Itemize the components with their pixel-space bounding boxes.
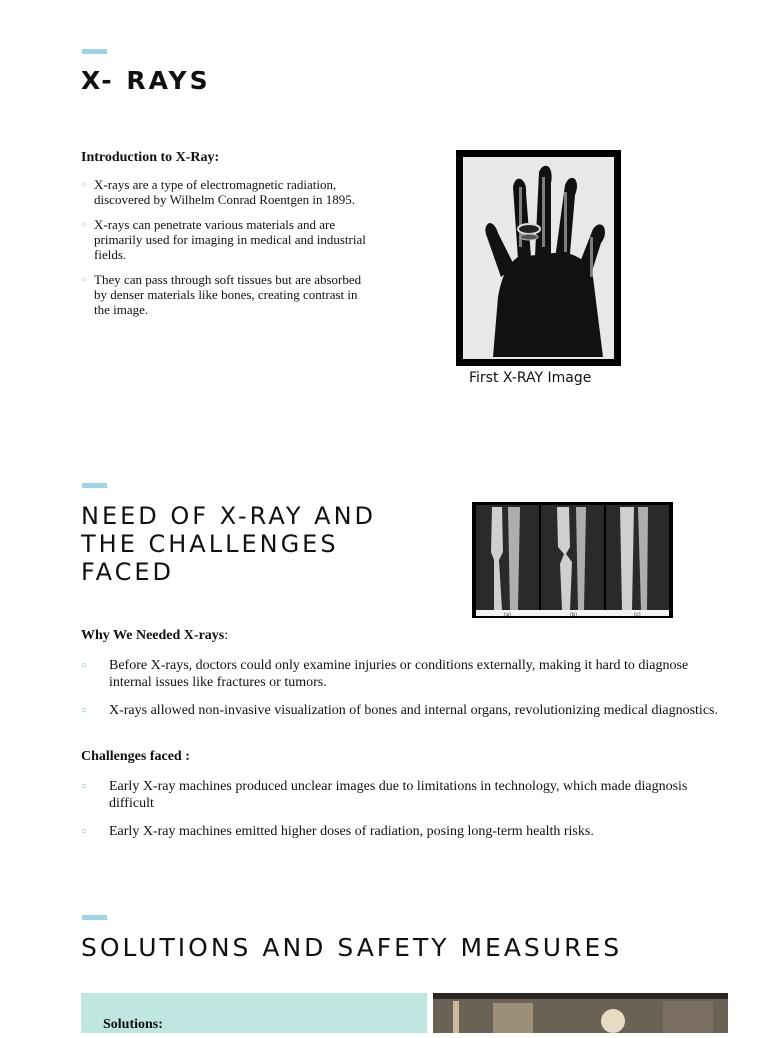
accent-bar	[82, 49, 107, 54]
circle-bullet-icon: ○	[81, 660, 88, 671]
list-item: ○ X-rays allowed non-invasive visualization of bones and internal organs, revolutionizing medical diagnostics.	[81, 703, 718, 718]
section-title-xrays: X- RAYS	[81, 66, 211, 95]
solutions-panel	[81, 993, 427, 1033]
list-item: ○ X-rays can penetrate various materials and are primarily used for imaging in medical and industrial fields.	[81, 217, 366, 262]
list-item: ○ X-rays are a type of electromagnetic radiation, discovered by Wilhelm Conrad Roentgen in 1895.	[81, 177, 355, 207]
section-title-need: NEED OF X-RAY AND THE CHALLENGES FACED	[81, 502, 377, 586]
intro-bullet-list	[81, 177, 371, 327]
circle-bullet-icon: ○	[81, 705, 88, 716]
circle-bullet-icon: ○	[81, 781, 88, 792]
intro-subheading: Introduction to X-Ray:	[81, 150, 220, 165]
circle-bullet-icon: ○	[81, 179, 87, 189]
panel-label-a: (a)	[504, 612, 511, 618]
machine-photo-graphic	[433, 993, 728, 1033]
hand-xray-graphic	[463, 157, 614, 359]
why-needed-heading: Why We Needed X-rays:	[81, 628, 229, 643]
xray-machine-image	[433, 993, 728, 1033]
list-item: ○ They can pass through soft tissues but are absorbed by denser materials like bones, creating contrast in the image.	[81, 272, 362, 317]
circle-bullet-icon: ○	[81, 219, 87, 229]
fracture-xray-image	[472, 502, 673, 618]
image-caption: First X-RAY Image	[469, 370, 592, 386]
accent-bar	[82, 915, 107, 920]
panel-label-c: (c)	[634, 612, 641, 618]
challenges-heading: Challenges faced :	[81, 749, 190, 764]
circle-bullet-icon: ○	[81, 826, 88, 837]
solutions-label: Solutions:	[103, 1017, 163, 1032]
list-item: ○ Before X-rays, doctors could only examine injuries or conditions externally, making it hard to diagnose internal issues like fractures or tumors.	[81, 658, 689, 690]
first-xray-hand-image	[456, 150, 621, 366]
panel-label-b: (b)	[570, 612, 578, 618]
fracture-xray-graphic	[472, 502, 673, 618]
list-item: ○ Early X-ray machines produced unclear images due to limitations in technology, which made diagnosis difficult	[81, 779, 688, 811]
list-item: ○ Early X-ray machines emitted higher doses of radiation, posing long-term health risks.	[81, 824, 594, 839]
section-title-solutions: SOLUTIONS AND SAFETY MEASURES	[81, 933, 623, 962]
why-needed-list	[81, 657, 721, 730]
challenges-list	[81, 778, 721, 851]
accent-bar	[82, 483, 107, 488]
circle-bullet-icon: ○	[81, 274, 87, 284]
